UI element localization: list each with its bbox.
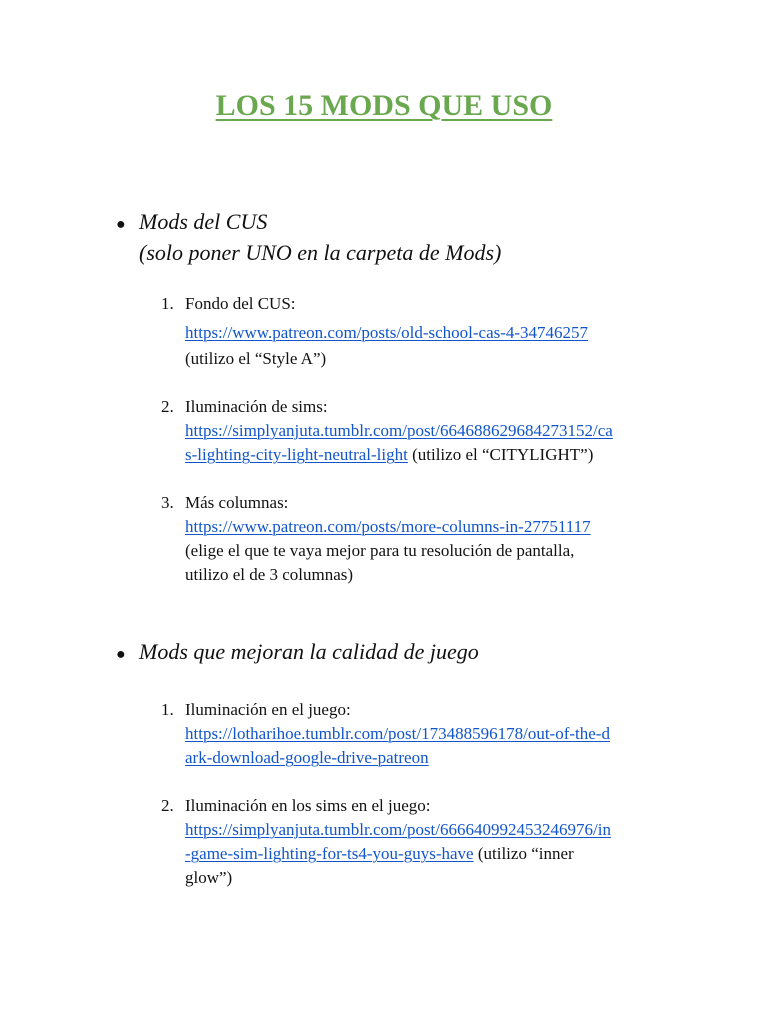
item-note: (utilizo el “Style A”) [185, 349, 327, 368]
list-number: 2. [161, 796, 174, 815]
item-label: Iluminación en el juego: [185, 700, 351, 719]
bullet-icon: ● [116, 216, 126, 233]
item-note-line-2: utilizo el de 3 columnas) [185, 565, 354, 584]
item-link-line-2[interactable]: -game-sim-lighting-for-ts4-you-guys-have [185, 844, 474, 863]
section-heading-text: Mods que mejoran la calidad de juego [139, 639, 479, 664]
item-note: glow”) [185, 868, 233, 887]
list-number: 1. [161, 700, 174, 719]
bullet-icon: ● [116, 646, 126, 663]
section-subheading-text: (solo poner UNO en la carpeta de Mods) [139, 240, 502, 265]
list-number: 3. [161, 493, 174, 512]
page-title [0, 88, 768, 124]
item-link-line-1[interactable]: https://lotharihoe.tumblr.com/post/173488596178/out-of-the-d [185, 724, 610, 743]
page-title-text: LOS 15 MODS QUE USO [215, 89, 553, 122]
section-heading-text: Mods del CUS [139, 209, 268, 234]
list-number: 1. [161, 294, 174, 313]
item-label: Más columnas: [185, 493, 289, 512]
item-label: Iluminación de sims: [185, 397, 328, 416]
item-link-line-2[interactable]: s-lighting-city-light-neutral-light [185, 445, 408, 464]
item-link-continuation [185, 443, 593, 467]
list-number: 2. [161, 397, 174, 416]
item-link-line-1[interactable]: https://simplyanjuta.tumblr.com/post/666640992453246976/in [185, 820, 611, 839]
item-link-line-1[interactable]: https://simplyanjuta.tumblr.com/post/664688629684273152/ca [185, 421, 613, 440]
item-note-inline: (utilizo “inner [473, 844, 574, 863]
item-note-line-1: (elige el que te vaya mejor para tu resolución de pantalla, [185, 541, 575, 560]
item-link-line-2[interactable]: ark-download-google-drive-patreon [185, 748, 429, 767]
item-link[interactable]: https://www.patreon.com/posts/more-columns-in-27751117 [185, 517, 591, 536]
item-label: Fondo del CUS: [185, 294, 296, 313]
item-label: Iluminación en los sims en el juego: [185, 796, 431, 815]
item-note-inline: (utilizo el “CITYLIGHT”) [407, 445, 594, 464]
item-link[interactable]: https://www.patreon.com/posts/old-school-cas-4-34746257 [185, 323, 589, 342]
item-link-continuation [185, 842, 574, 866]
